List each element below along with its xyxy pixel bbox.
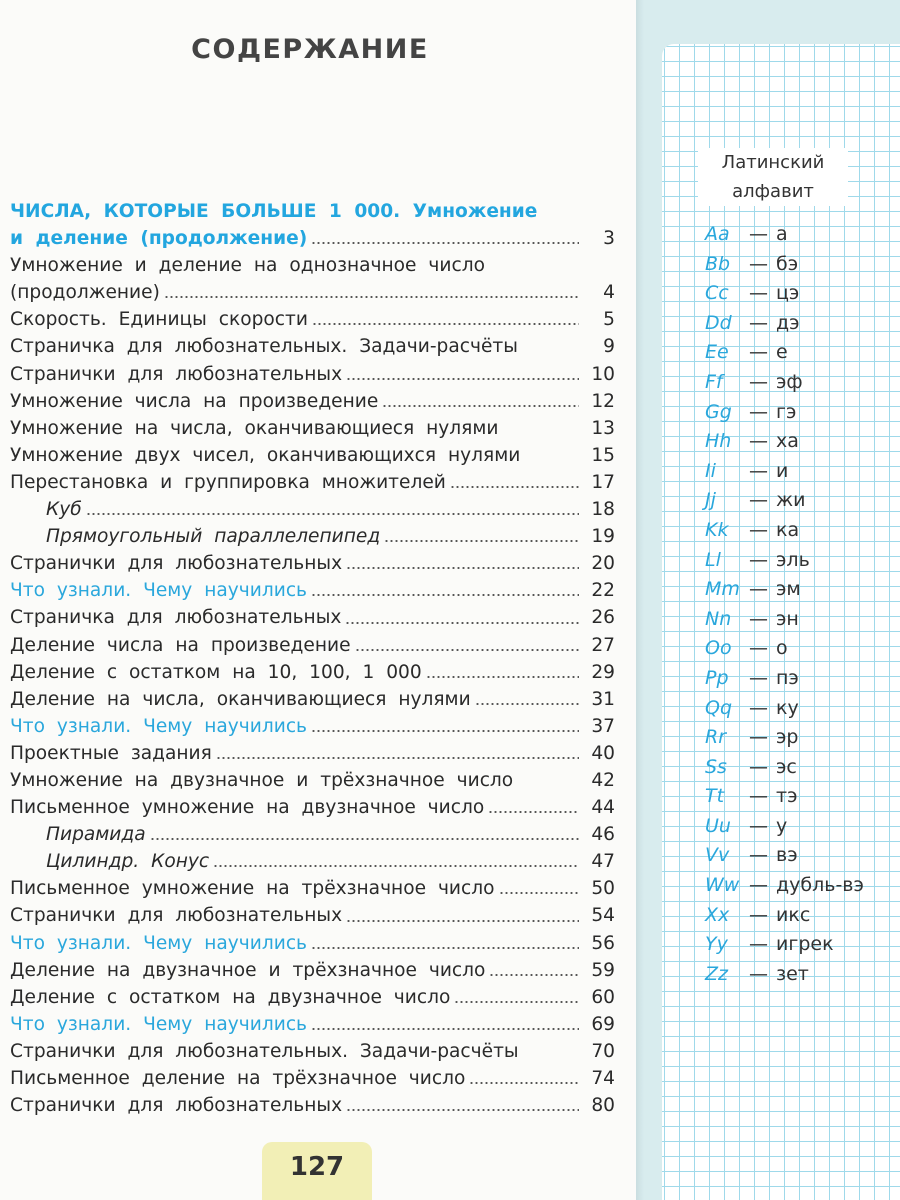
toc-entry-label: Письменное деление на трёхзначное число (10, 1068, 466, 1089)
toc-entry-label: Страничка для любознательных. Задачи-расчёты (10, 336, 518, 358)
dash-separator: — (749, 518, 768, 541)
latin-letter: Bb (705, 252, 731, 275)
toc-leader-dots (499, 892, 580, 894)
toc-entry (10, 984, 615, 1011)
toc-entry-label: Деление на двузначное и трёхзначное число (10, 959, 486, 981)
latin-letter: Vv (705, 844, 730, 867)
dash-separator: — (749, 814, 768, 837)
toc-entry (10, 333, 615, 360)
toc-page-number: 19 (591, 526, 615, 548)
toc-leader-dots (469, 1082, 579, 1084)
toc-leader-dots (346, 567, 579, 569)
toc-leader-dots (312, 323, 579, 325)
alphabet-row (705, 753, 895, 783)
toc-entry (10, 875, 615, 902)
dash-separator: — (749, 400, 768, 423)
toc-entry-label: Умножение на двузначное и трёхзначное число (10, 769, 514, 791)
toc-entry (10, 957, 615, 984)
toc-leader-dots (346, 1109, 579, 1111)
dash-separator: — (749, 903, 768, 926)
latin-letter: Cc (705, 282, 729, 305)
latin-letter: Oo (705, 637, 732, 660)
latin-letter: Yy (705, 933, 728, 956)
alphabet-row (705, 457, 895, 487)
dash-separator: — (749, 962, 768, 985)
alphabet-row (705, 664, 895, 694)
latin-letter: Ll (705, 548, 721, 571)
toc-entry (10, 442, 615, 469)
dash-separator: — (749, 223, 768, 245)
dash-separator: — (749, 341, 768, 364)
page-edge (636, 0, 644, 1200)
toc-page-number: 59 (591, 959, 615, 981)
latin-letter: Aa (705, 223, 730, 245)
toc-leader-dots (488, 811, 579, 813)
dash-separator: — (749, 430, 768, 453)
toc-page-number: 44 (591, 797, 615, 819)
toc-page-number: 18 (591, 499, 615, 521)
toc-entry-label: Перестановка и группировка множителей (10, 471, 446, 493)
toc-entry (10, 821, 615, 848)
toc-page-number: 40 (591, 742, 615, 764)
toc-entry-label: Страничка для любознательных (10, 607, 342, 629)
alphabet-row (705, 575, 895, 605)
alphabet-row (705, 782, 895, 812)
toc-entry (10, 794, 615, 821)
toc-entry (10, 902, 615, 929)
toc-entry (10, 930, 615, 957)
toc-entry-label: Скорость. Единицы скорости (10, 309, 308, 331)
toc-page-number: 26 (591, 607, 615, 629)
alphabet-row (705, 279, 895, 309)
letter-name: зет (776, 962, 809, 985)
toc-leader-dots (150, 838, 579, 840)
letter-name: а (776, 223, 788, 245)
alphabet-row (705, 309, 895, 339)
toc-page-number: 27 (591, 634, 615, 656)
toc-page-number: 74 (591, 1068, 615, 1089)
toc-entry-label: Цилиндр. Конус (46, 851, 210, 873)
alphabet-row (705, 220, 895, 250)
latin-letter: Ss (705, 755, 727, 778)
dash-separator: — (749, 785, 768, 808)
toc-leader-dots (475, 703, 579, 705)
toc-entry (10, 225, 615, 252)
letter-name: эр (776, 726, 799, 749)
toc-entry (10, 279, 615, 306)
toc-page-number: 3 (603, 228, 615, 250)
alphabet-row (705, 960, 895, 990)
letter-name: эль (776, 548, 810, 571)
toc-page-number: 37 (591, 715, 615, 737)
toc-page-number: 10 (591, 363, 615, 385)
toc-entry (10, 252, 615, 279)
toc-entry-label: Умножение на числа, оканчивающиеся нулями (10, 417, 499, 439)
letter-name: бэ (776, 252, 799, 275)
dash-separator: — (749, 578, 768, 601)
toc-page-number: 47 (591, 851, 615, 873)
latin-letter: Gg (705, 400, 732, 423)
toc-entry (10, 306, 615, 333)
toc-entry (10, 848, 615, 875)
toc-leader-dots (216, 757, 579, 759)
toc-entry-label: Что узнали. Чему научились (10, 715, 307, 737)
toc-page-number: 31 (591, 688, 615, 710)
toc-page-number: 29 (591, 661, 615, 683)
toc-leader-dots (454, 1001, 579, 1003)
latin-letter: Nn (705, 607, 732, 630)
toc-leader-dots (346, 378, 579, 380)
toc-entry-label: Умножение и деление на однозначное число (10, 255, 485, 277)
letter-name: цэ (776, 282, 800, 305)
toc-entry (10, 740, 615, 767)
toc-entry-label: Странички для любознательных (10, 363, 343, 385)
toc-entry (10, 604, 615, 631)
toc-entry-label: Странички для любознательных (10, 1095, 343, 1117)
latin-letter: Tt (705, 785, 725, 808)
toc-page-number: 5 (603, 309, 615, 331)
toc-entry (10, 1092, 615, 1119)
latin-letter: Ff (705, 370, 723, 393)
toc-entry (10, 469, 615, 496)
letter-name: и (776, 459, 789, 482)
toc-leader-dots (450, 486, 579, 488)
table-of-contents (10, 198, 615, 1119)
toc-leader-dots (311, 730, 579, 732)
toc-entry-label: Деление числа на произведение (10, 634, 351, 656)
toc-entry-label: Что узнали. Чему научились (10, 580, 307, 602)
dash-separator: — (749, 874, 768, 897)
toc-entry (10, 198, 615, 225)
alphabet-row (705, 634, 895, 664)
toc-leader-dots (164, 296, 579, 298)
latin-letter: Dd (705, 311, 732, 334)
toc-page-number: 9 (603, 336, 615, 358)
alphabet-heading-line2: алфавит (732, 181, 814, 202)
dash-separator: — (749, 489, 768, 512)
alphabet-row (705, 871, 895, 901)
toc-entry (10, 767, 615, 794)
toc-leader-dots (489, 974, 579, 976)
alphabet-row (705, 427, 895, 457)
letter-name: жи (776, 489, 806, 512)
letter-name: игрек (776, 933, 834, 956)
page-title: СОДЕРЖАНИЕ (191, 34, 429, 65)
letter-name: ха (776, 430, 799, 453)
toc-leader-dots (384, 540, 579, 542)
letter-name: эф (776, 370, 803, 393)
dash-separator: — (749, 548, 768, 571)
latin-letter: Hh (705, 430, 732, 453)
alphabet-heading (698, 148, 848, 206)
alphabet-row (705, 516, 895, 546)
toc-entry-label: Пирамида (46, 824, 146, 846)
letter-name: тэ (776, 785, 798, 808)
latin-letter: Xx (705, 903, 730, 926)
letter-name: вэ (776, 844, 798, 867)
toc-entry (10, 1011, 615, 1038)
toc-page-number: 50 (591, 878, 615, 900)
latin-letter: Jj (705, 489, 716, 512)
dash-separator: — (749, 252, 768, 275)
toc-leader-dots (346, 920, 579, 922)
latin-letter: Rr (705, 726, 727, 749)
page-number: 127 (262, 1142, 372, 1200)
alphabet-row (705, 901, 895, 931)
toc-leader-dots (86, 513, 579, 515)
latin-alphabet-list (705, 220, 895, 989)
latin-letter: Ww (705, 874, 740, 897)
dash-separator: — (749, 370, 768, 393)
alphabet-row (705, 605, 895, 635)
latin-letter: Uu (705, 814, 731, 837)
toc-entry-label: Что узнали. Чему научились (10, 1013, 307, 1035)
toc-page-number: 4 (603, 282, 615, 304)
toc-entry-label: Странички для любознательных (10, 905, 343, 927)
latin-letter: Qq (705, 696, 733, 719)
toc-entry (10, 361, 615, 388)
alphabet-row (705, 723, 895, 753)
alphabet-row (705, 486, 895, 516)
toc-page-number: 13 (591, 417, 615, 439)
toc-page-number: 15 (591, 444, 615, 466)
alphabet-heading-line1: Латинский (721, 152, 825, 173)
latin-letter: Ii (705, 459, 716, 482)
letter-name: дубль-вэ (776, 874, 864, 897)
letter-name: икс (776, 903, 811, 926)
dash-separator: — (749, 607, 768, 630)
toc-page-number: 12 (591, 390, 615, 412)
letter-name: гэ (776, 400, 797, 423)
toc-entry-label: Письменное умножение на двузначное число (10, 797, 485, 819)
toc-entry-label: Странички для любознательных (10, 553, 343, 575)
toc-page-number: 80 (591, 1095, 615, 1117)
alphabet-row (705, 398, 895, 428)
toc-entry (10, 632, 615, 659)
toc-page-number: 17 (591, 471, 615, 493)
toc-page-number: 56 (591, 932, 615, 954)
toc-entry-label: Деление с остатком на двузначное число (10, 986, 451, 1008)
letter-name: о (776, 637, 788, 660)
latin-letter: Ee (705, 341, 729, 364)
toc-page-number: 60 (591, 986, 615, 1008)
letter-name: эм (776, 578, 801, 601)
toc-entry-label: Прямоугольный параллелепипед (46, 526, 381, 548)
toc-entry (10, 415, 615, 442)
toc-page-number: 70 (591, 1040, 615, 1062)
toc-page-number: 54 (591, 905, 615, 927)
letter-name: ка (776, 518, 800, 541)
toc-leader-dots (311, 947, 579, 949)
letter-name: дэ (776, 311, 800, 334)
toc-entry (10, 523, 615, 550)
alphabet-row (705, 338, 895, 368)
toc-entry-label: ЧИСЛА, КОТОРЫЕ БОЛЬШЕ 1 000. Умножение (10, 201, 538, 222)
toc-leader-dots (311, 1028, 579, 1030)
latin-letter: Mm (705, 578, 740, 601)
toc-entry-label: и деление (продолжение) (10, 228, 308, 250)
toc-entry (10, 659, 615, 686)
latin-letter: Pp (705, 666, 729, 689)
dash-separator: — (749, 755, 768, 778)
letter-name: ку (776, 696, 799, 719)
toc-entry-label: Письменное умножение на трёхзначное число (10, 878, 495, 900)
dash-separator: — (749, 282, 768, 305)
toc-leader-dots (311, 242, 579, 244)
dash-separator: — (749, 459, 768, 482)
latin-letter: Kk (705, 518, 729, 541)
dash-separator: — (749, 933, 768, 956)
alphabet-row (705, 368, 895, 398)
toc-entry-label: Деление с остатком на 10, 100, 1 000 (10, 661, 422, 683)
alphabet-row (705, 841, 895, 871)
toc-page-number: 69 (591, 1013, 615, 1035)
toc-page-number: 22 (591, 580, 615, 602)
toc-entry-label: (продолжение) (10, 282, 160, 304)
alphabet-row (705, 694, 895, 724)
latin-letter: Zz (705, 962, 728, 985)
toc-page-number: 42 (591, 769, 615, 791)
alphabet-row (705, 930, 895, 960)
dash-separator: — (749, 696, 768, 719)
toc-entry-label: Деление на числа, оканчивающиеся нулями (10, 688, 471, 710)
letter-name: пэ (776, 666, 799, 689)
toc-entry-label: Странички для любознательных. Задачи-расчёты (10, 1040, 519, 1062)
toc-leader-dots (345, 622, 579, 624)
dash-separator: — (749, 666, 768, 689)
toc-entry (10, 1065, 615, 1092)
toc-entry (10, 713, 615, 740)
dash-separator: — (749, 311, 768, 334)
dash-separator: — (749, 637, 768, 660)
letter-name: у (776, 814, 788, 837)
toc-entry (10, 577, 615, 604)
toc-entry-label: Проектные задания (10, 742, 212, 764)
dash-separator: — (749, 844, 768, 867)
toc-entry (10, 550, 615, 577)
toc-leader-dots (426, 676, 579, 678)
dash-separator: — (749, 726, 768, 749)
toc-page-number: 46 (591, 824, 615, 846)
toc-entry-label: Куб (46, 499, 82, 521)
toc-leader-dots (382, 405, 579, 407)
alphabet-row (705, 812, 895, 842)
letter-name: е (776, 341, 788, 364)
toc-page-number: 20 (591, 553, 615, 575)
letter-name: эс (776, 755, 797, 778)
letter-name: эн (776, 607, 799, 630)
toc-entry-label: Умножение числа на произведение (10, 390, 379, 412)
toc-leader-dots (213, 865, 579, 867)
toc-leader-dots (311, 594, 579, 596)
toc-entry (10, 496, 615, 523)
alphabet-row (705, 250, 895, 280)
toc-entry (10, 1038, 615, 1065)
toc-entry-label: Умножение двух чисел, оканчивающихся нулями (10, 444, 521, 466)
toc-leader-dots (355, 649, 579, 651)
alphabet-row (705, 546, 895, 576)
toc-entry (10, 686, 615, 713)
toc-entry-label: Что узнали. Чему научились (10, 932, 307, 954)
toc-entry (10, 388, 615, 415)
